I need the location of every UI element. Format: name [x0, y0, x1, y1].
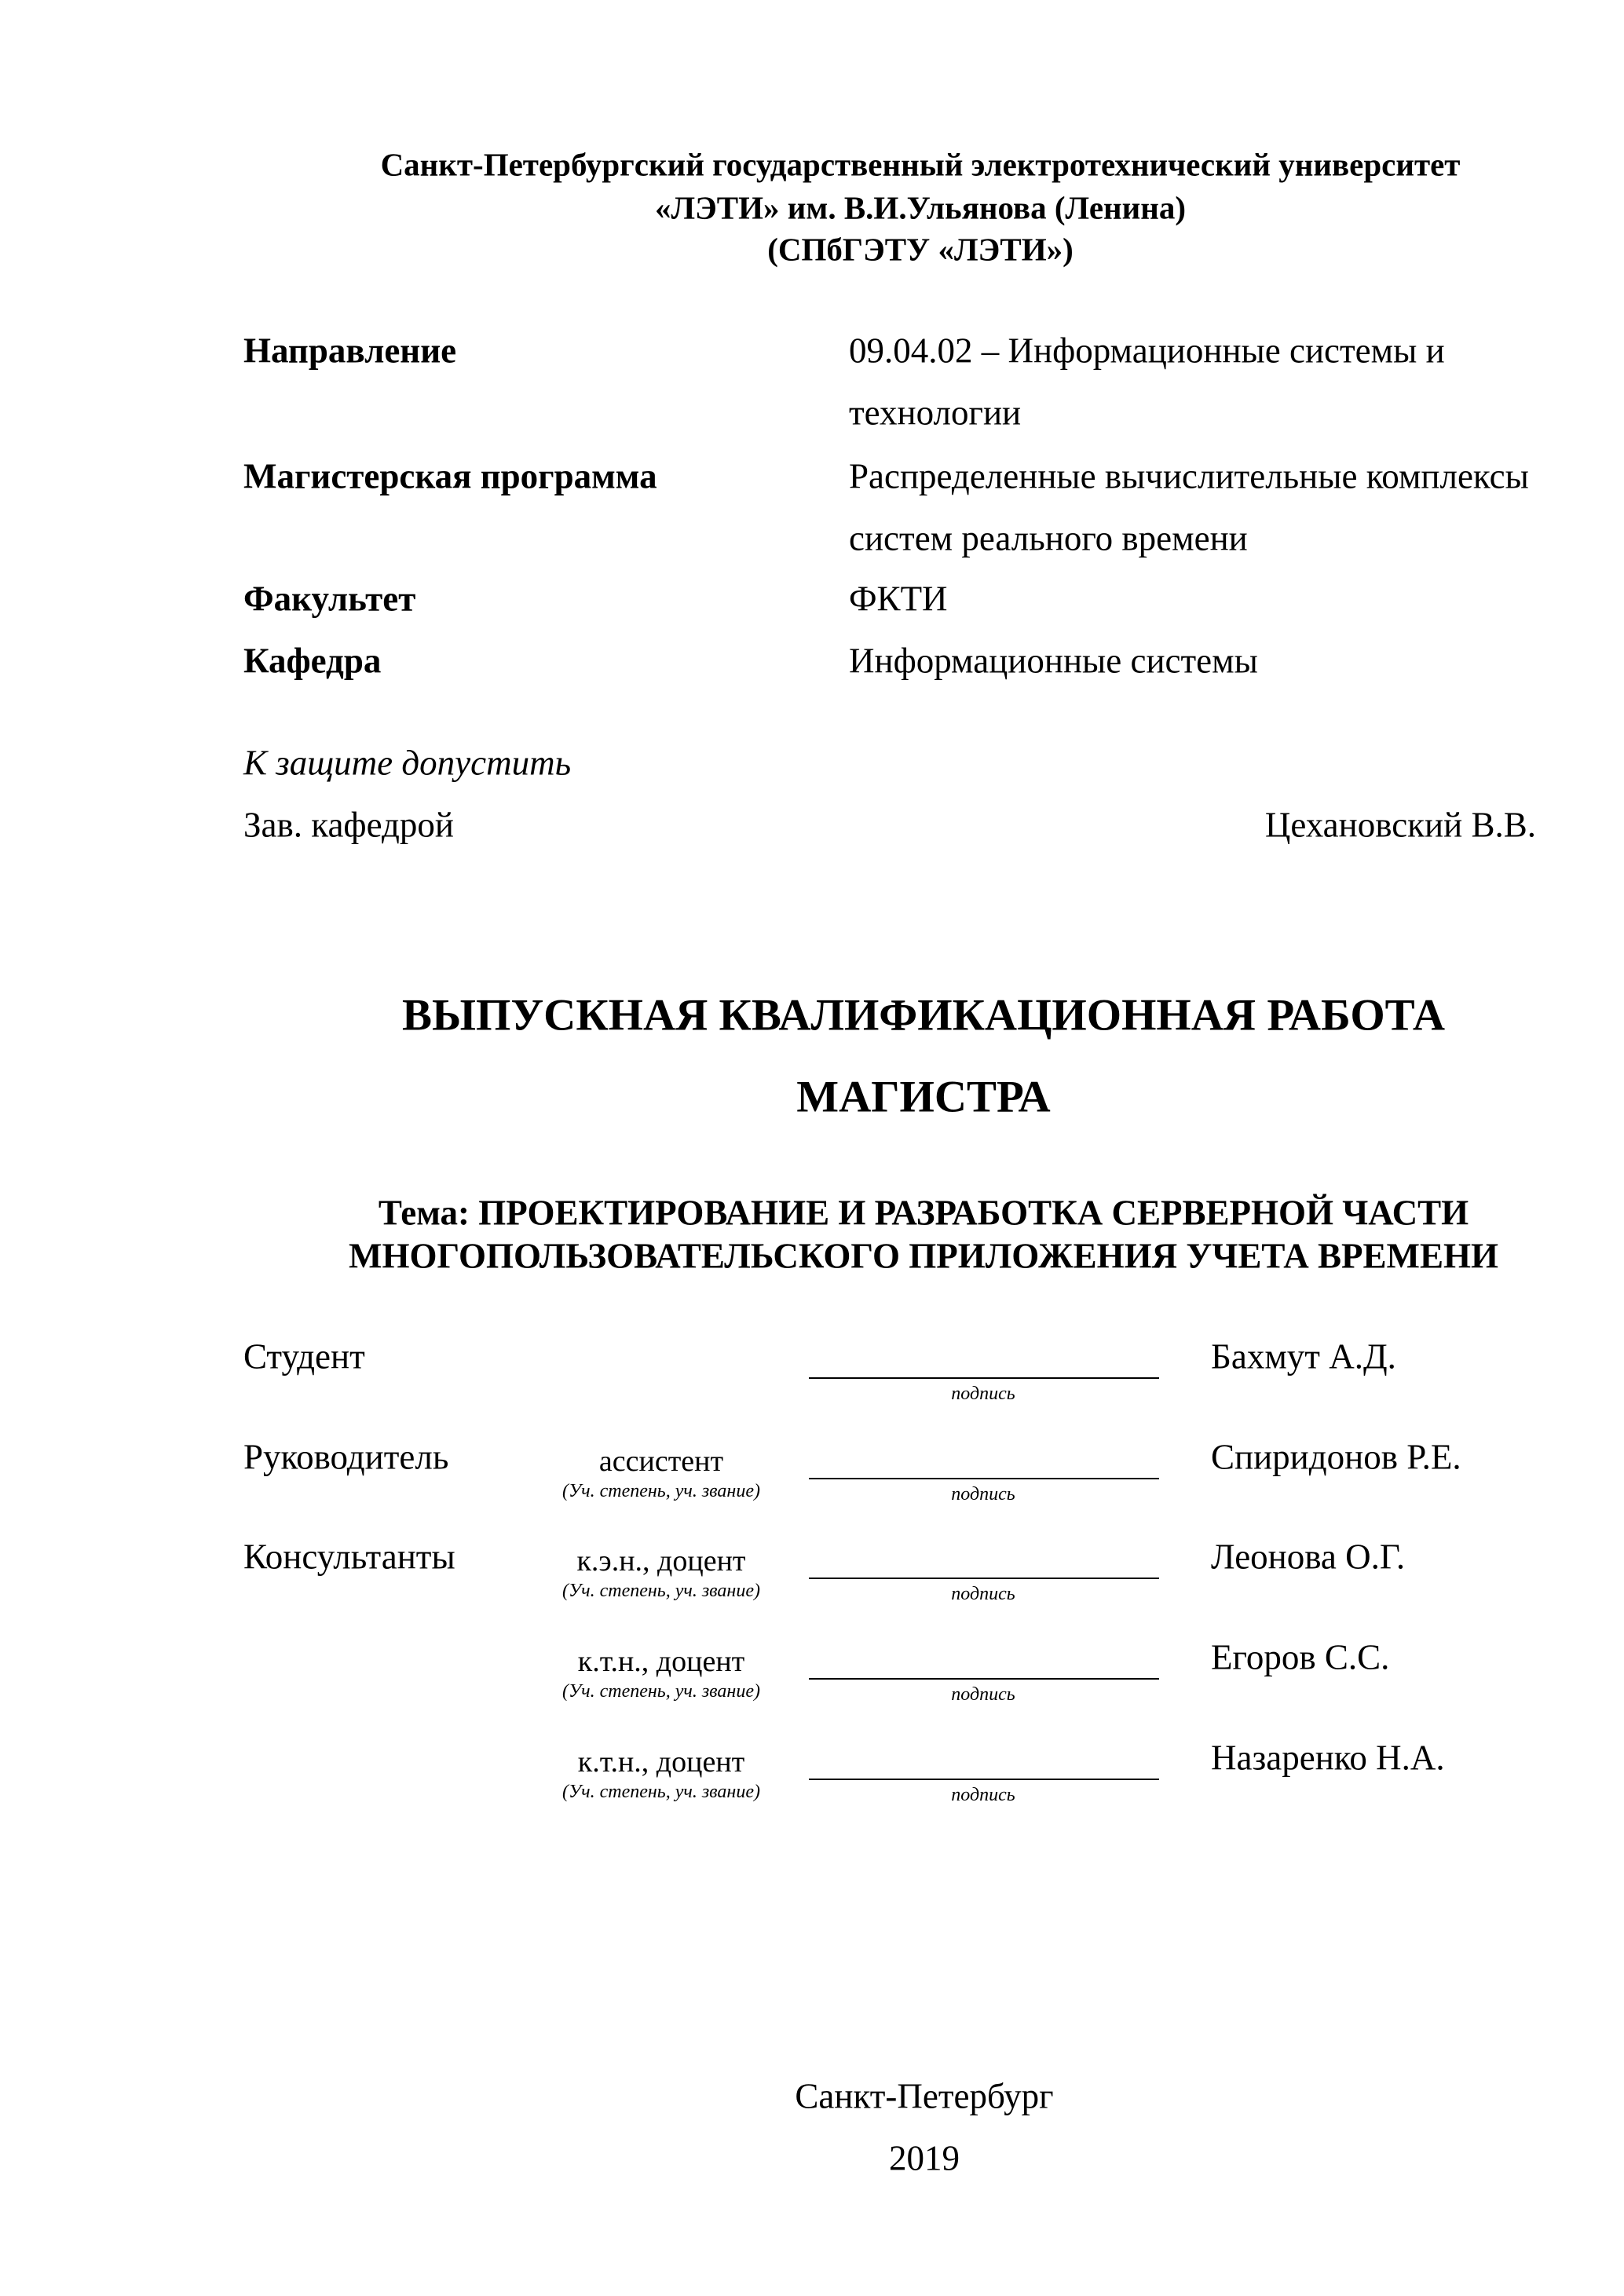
city: Санкт-Петербург — [795, 2076, 1054, 2116]
admit-text: К защите допустить — [243, 743, 572, 783]
faculty-label: Факультет — [243, 579, 416, 619]
consultant-rank: к.т.н., доцент — [577, 1746, 745, 1779]
rank-caption: (Уч. степень, уч. звание) — [562, 1782, 760, 1802]
head-of-department-label: Зав. кафедрой — [243, 805, 454, 845]
department-value: Информационные системы — [849, 641, 1258, 681]
topic-line2: МНОГОПОЛЬЗОВАТЕЛЬСКОГО ПРИЛОЖЕНИЯ УЧЕТА ВРЕМЕНИ — [349, 1236, 1498, 1276]
student-name: Бахмут А.Д. — [1211, 1336, 1396, 1377]
signature-caption: подпись — [951, 1684, 1015, 1705]
rank-caption: (Уч. степень, уч. звание) — [562, 1581, 760, 1601]
consultant-name: Леонова О.Г. — [1211, 1537, 1406, 1577]
supervisor-name: Спиридонов Р.Е. — [1211, 1437, 1461, 1477]
topic-line1: Тема: ПРОЕКТИРОВАНИЕ И РАЗРАБОТКА СЕРВЕРНОЙ ЧАСТИ — [378, 1193, 1469, 1233]
department-label: Кафедра — [243, 641, 382, 681]
university-abbr: (СПбГЭТУ «ЛЭТИ») — [767, 231, 1074, 268]
signature-line — [809, 1578, 1159, 1579]
signature-caption: подпись — [951, 1484, 1015, 1504]
year: 2019 — [889, 2138, 960, 2178]
program-value-cont: систем реального времени — [849, 518, 1248, 558]
program-value: Распределенные вычислительные комплексы — [849, 456, 1529, 496]
rank-caption: (Уч. степень, уч. звание) — [562, 1681, 760, 1702]
title-line1: ВЫПУСКНАЯ КВАЛИФИКАЦИОННАЯ РАБОТА — [401, 990, 1446, 1040]
role-supervisor: Руководитель — [243, 1437, 449, 1477]
role-student: Студент — [243, 1336, 365, 1377]
rank-caption: (Уч. степень, уч. звание) — [562, 1481, 760, 1501]
signature-caption: подпись — [951, 1584, 1015, 1604]
role-consultants: Консультанты — [243, 1537, 455, 1577]
direction-label: Направление — [243, 331, 457, 371]
faculty-value: ФКТИ — [849, 579, 948, 619]
signature-line — [809, 1377, 1159, 1379]
university-name: Санкт-Петербургский государственный электротехнический университет — [380, 146, 1461, 183]
signature-line — [809, 1779, 1159, 1780]
program-label: Магистерская программа — [243, 456, 657, 496]
signature-caption: подпись — [951, 1785, 1015, 1805]
consultant-name: Егоров С.С. — [1211, 1637, 1390, 1677]
signature-caption: подпись — [951, 1384, 1015, 1404]
university-name-line2: «ЛЭТИ» им. В.И.Ульянова (Ленина) — [654, 189, 1187, 226]
direction-value-cont: технологии — [849, 393, 1022, 433]
head-of-department-name: Цехановский В.В. — [1264, 805, 1536, 845]
signature-line — [809, 1478, 1159, 1479]
supervisor-rank: ассистент — [598, 1445, 724, 1478]
consultant-name: Назаренко Н.А. — [1211, 1738, 1445, 1778]
consultant-rank: к.э.н., доцент — [576, 1545, 746, 1578]
title-line2: МАГИСТРА — [796, 1072, 1051, 1122]
signature-line — [809, 1678, 1159, 1680]
direction-value: 09.04.02 – Информационные системы и — [849, 331, 1445, 371]
consultant-rank: к.т.н., доцент — [577, 1645, 745, 1678]
